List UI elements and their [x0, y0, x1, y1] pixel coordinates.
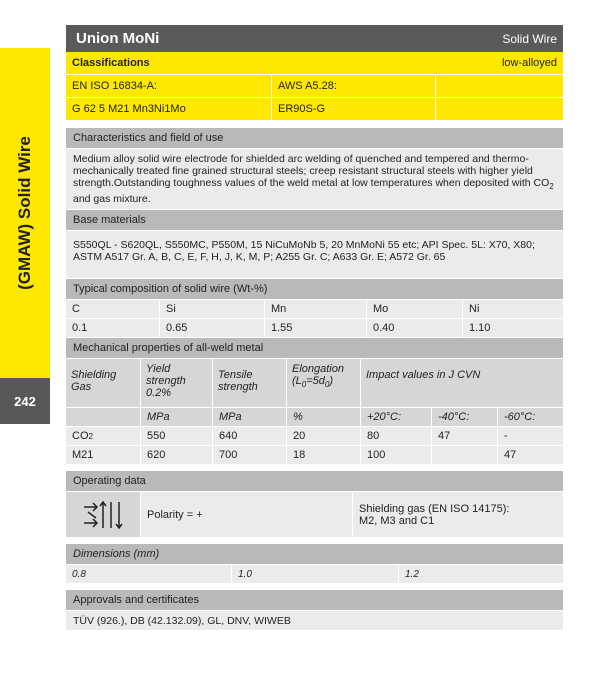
impact-cell: 47 — [498, 446, 563, 464]
unit-cell: % — [287, 408, 361, 426]
classification-code: ER90S-G — [272, 98, 436, 120]
classifications-label: Classifications — [72, 57, 150, 69]
yield-cell: 550 — [141, 427, 213, 445]
element-mo: Mo — [367, 300, 463, 318]
impact-cell: 47 — [432, 427, 498, 445]
impact-cell: 80 — [361, 427, 432, 445]
classification-row — [66, 75, 563, 98]
current-polarity-icon — [66, 492, 141, 537]
characteristics-title: Characteristics and field of use — [66, 127, 563, 148]
product-title: Union MoNi — [76, 30, 160, 47]
base-materials-text: S550QL - S620QL, S550MC, P550M, 15 NiCuMoNb 5, 20 MnMoNi 55 etc; API Spec. 5L: X70, X80; ASTM A517 Gr. A, B, C, E, F, H, J, K, M, P; A255 Gr. C; A633 Gr. E; A572 Gr. 65 — [66, 230, 563, 278]
value-si: 0.65 — [160, 319, 265, 337]
element-mn: Mn — [265, 300, 367, 318]
approvals-text: TÜV (926.), DB (42.132.09), GL, DNV, WIWEB — [66, 610, 563, 630]
characteristics-text: Medium alloy solid wire electrode for shielded arc welding of quenched and tempered and thermo-mechanically treated fine grained structural steels; creep resistant structural steels with higher yield strength.Outstanding toughness values of the weld metal at low temperatures when deposited with $CO_2$ and gas mixture. — [66, 148, 563, 209]
value-ni: 1.10 — [463, 319, 563, 337]
unit-cell: -60°C: — [498, 408, 563, 426]
gas-cell: CO 2 — [66, 427, 141, 445]
base-materials-title: Base materials — [66, 209, 563, 230]
page-number: 242 — [0, 378, 50, 424]
classification-standard: EN ISO 16834-A: — [66, 75, 272, 97]
composition-elements — [66, 299, 563, 318]
side-title: (GMAW) Solid Wire — [15, 136, 34, 290]
table-row — [66, 445, 563, 464]
tensile-cell: 640 — [213, 427, 287, 445]
composition-values — [66, 318, 563, 337]
dimensions-row — [66, 564, 563, 583]
dimension-cell: 1.2 — [399, 565, 563, 583]
mechanical-units — [66, 407, 563, 426]
element-c: C — [66, 300, 160, 318]
approvals-title: Approvals and certificates — [66, 589, 563, 610]
impact-cell: - — [498, 427, 563, 445]
impact-cell — [432, 446, 498, 464]
product-header — [66, 25, 563, 52]
elongation-cell: 20 — [287, 427, 361, 445]
header-gas: Shielding Gas — [66, 359, 141, 407]
tensile-cell: 700 — [213, 446, 287, 464]
shielding-gas-values: M2, M3 and C1 — [359, 514, 435, 527]
header-impact: Impact values in J CVN — [361, 359, 563, 407]
impact-cell: 100 — [361, 446, 432, 464]
classification-empty — [436, 75, 563, 97]
mechanical-title: Mechanical properties of all-weld metal — [66, 337, 563, 358]
value-c: 0.1 — [66, 319, 160, 337]
classification-row — [66, 98, 563, 121]
unit-cell: MPa — [213, 408, 287, 426]
unit-cell: +20°C: — [361, 408, 432, 426]
dimensions-title: Dimensions (mm) — [66, 543, 563, 564]
shielding-gas-label: Shielding gas (EN ISO 14175): — [359, 502, 510, 515]
elongation-cell: 18 — [287, 446, 361, 464]
mechanical-headers — [66, 358, 563, 407]
element-si: Si — [160, 300, 265, 318]
classification-empty — [436, 98, 563, 120]
operating-row — [66, 491, 563, 537]
unit-cell: MPa — [141, 408, 213, 426]
composition-title: Typical composition of solid wire (Wt-%) — [66, 278, 563, 299]
yield-cell: 620 — [141, 446, 213, 464]
value-mn: 1.55 — [265, 319, 367, 337]
unit-cell — [66, 408, 141, 426]
classifications-header — [66, 52, 563, 75]
table-row — [66, 426, 563, 445]
unit-cell: -40°C: — [432, 408, 498, 426]
polarity-text: Polarity = + — [141, 492, 353, 537]
value-mo: 0.40 — [367, 319, 463, 337]
classification-code: G 62 5 M21 Mn3Ni1Mo — [66, 98, 272, 120]
header-tensile: Tensile strength — [213, 359, 287, 407]
classification-standard: AWS A5.28: — [272, 75, 436, 97]
header-elongation: Elongation $(L_0=5d_0)$ — [287, 359, 361, 407]
element-ni: Ni — [463, 300, 563, 318]
dimension-cell: 1.0 — [232, 565, 399, 583]
dimension-cell: 0.8 — [66, 565, 232, 583]
classifications-tag: low-alloyed — [501, 57, 557, 69]
datasheet — [66, 25, 563, 630]
shielding-gas-info — [353, 492, 563, 537]
header-yield: Yield strength 0.2% — [141, 359, 213, 407]
product-type: Solid Wire — [502, 31, 557, 46]
operating-title: Operating data — [66, 470, 563, 491]
gas-cell: M21 — [66, 446, 141, 464]
